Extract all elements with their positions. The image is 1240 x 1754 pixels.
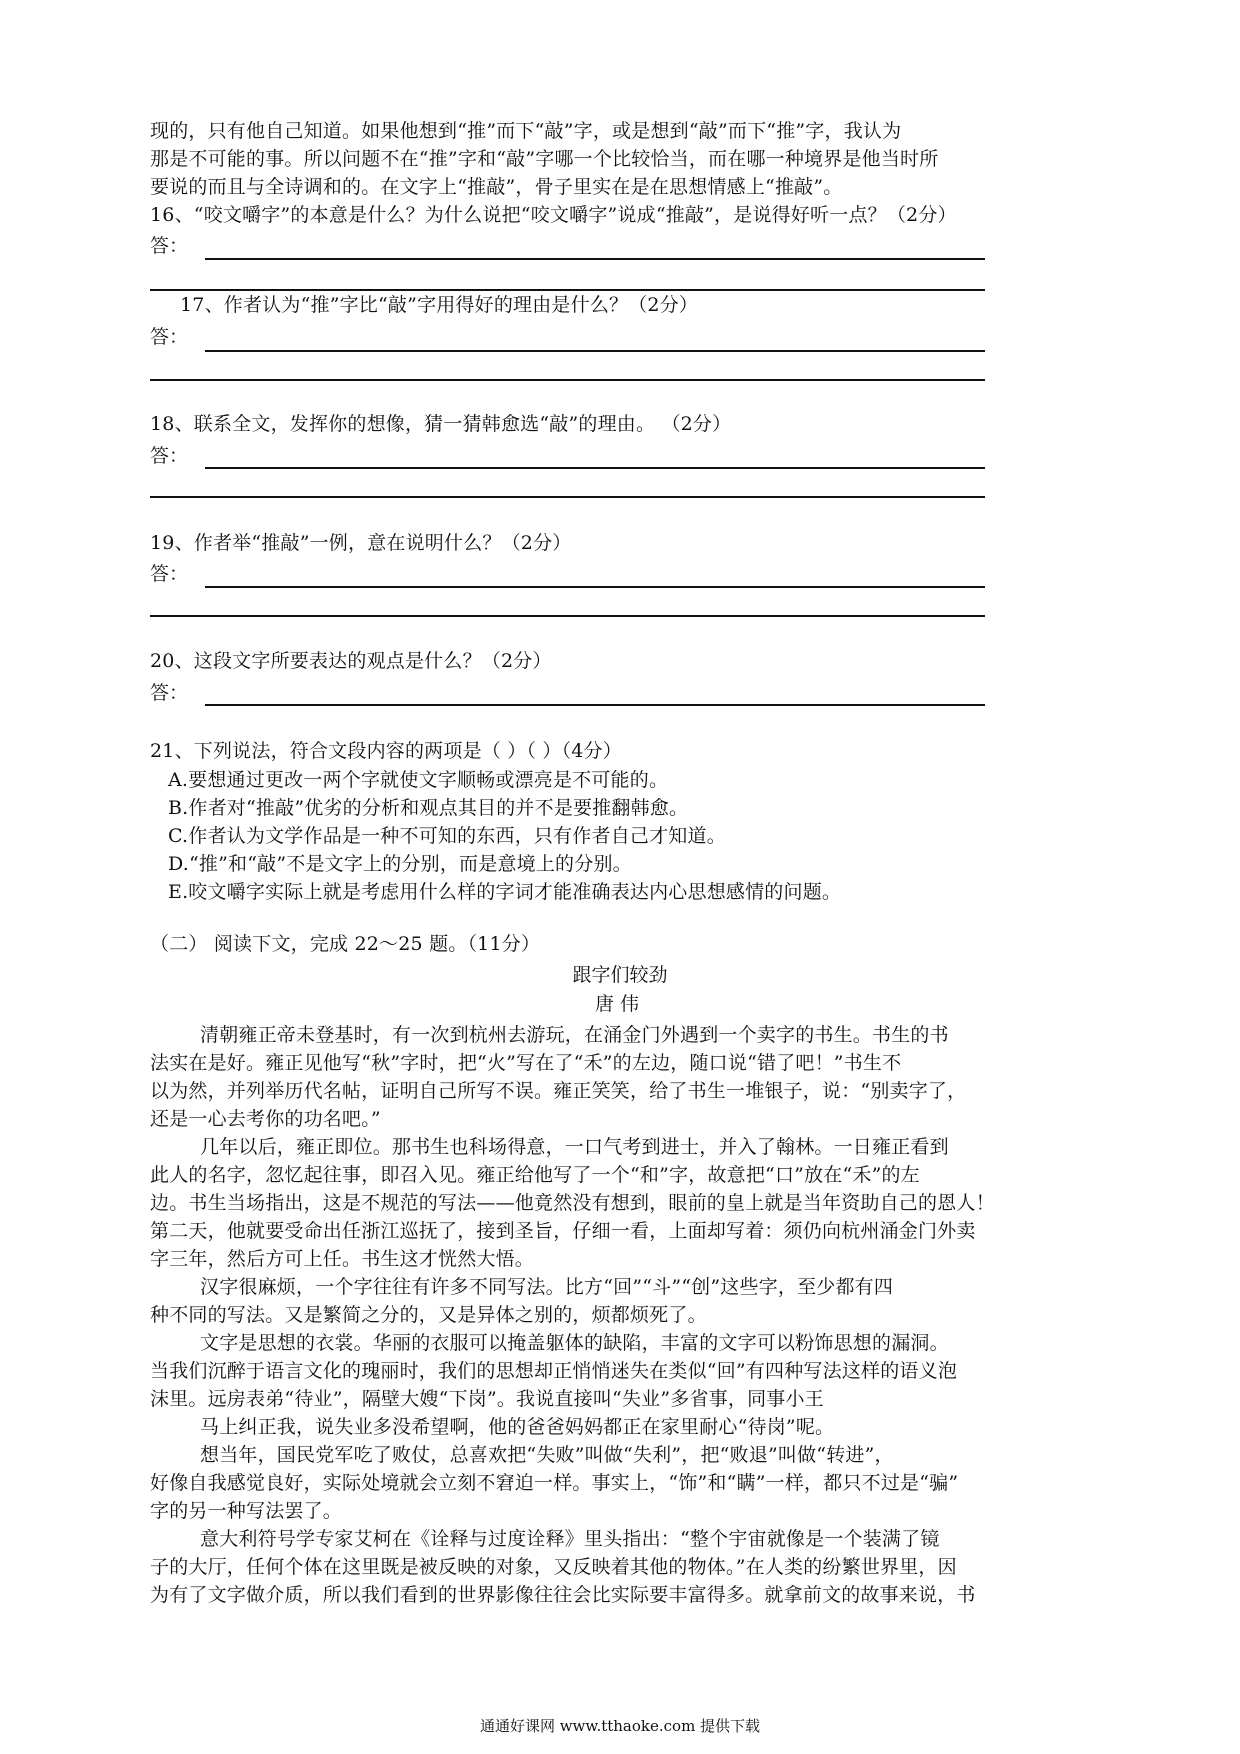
- article-line: 好像自我感觉良好，实际处境就会立刻不窘迫一样。事实上，“饰”和“瞒”一样，都只不过是“骗”: [150, 1472, 959, 1494]
- article-line: 几年以后，雍正即位。那书生也科场得意，一口气考到进士，并入了翰林。一日雍正看到: [200, 1136, 949, 1158]
- option-a: A.要想通过更改一两个字就使文字顺畅或漂亮是不可能的。: [168, 769, 669, 791]
- article-line: 意大利符号学专家艾柯在《诠释与过度诠释》里头指出：“整个宇宙就像是一个装满了镜: [200, 1528, 940, 1550]
- article-line: 文字是思想的衣裳。华丽的衣服可以掩盖躯体的缺陷，丰富的文字可以粉饰思想的漏洞。: [200, 1332, 949, 1354]
- answer-line[interactable]: [205, 350, 985, 352]
- article-line: 字的另一种写法罢了。: [150, 1500, 343, 1522]
- question-17: 17、作者认为“推”字比“敲”字用得好的理由是什么？（2分）: [180, 294, 699, 316]
- answer-line[interactable]: [205, 467, 985, 469]
- passage-line: 现的，只有他自己知道。如果他想到“推”而下“敲”字，或是想到“敲”而下“推”字，我认为: [150, 120, 902, 142]
- answer-line[interactable]: [150, 379, 985, 381]
- passage-line: 那是不可能的事。所以问题不在“推”字和“敲”字哪一个比较恰当，而在哪一种境界是他当时所: [150, 148, 939, 170]
- answer-line[interactable]: [205, 258, 985, 260]
- answer-label: 答：: [150, 235, 189, 257]
- section-heading: （二） 阅读下文，完成 22～25 题。（11分）: [150, 933, 541, 955]
- option-b: B.作者对“推敲”优劣的分析和观点其目的并不是要推翻韩愈。: [168, 797, 689, 819]
- question-21: 21、下列说法，符合文段内容的两项是（ ）（ ）（4分）: [150, 740, 622, 762]
- answer-label: 答：: [150, 682, 189, 704]
- answer-label: 答：: [150, 563, 189, 585]
- question-16: 16、“咬文嚼字”的本意是什么？为什么说把“咬文嚼字”说成“推敲”，是说得好听一点？（2分）: [150, 204, 957, 226]
- article-line: 种不同的写法。又是繁简之分的，又是异体之别的，烦都烦死了。: [150, 1304, 707, 1326]
- article-line: 还是一心去考你的功名吧。”: [150, 1108, 381, 1130]
- article-author: 唐伟: [594, 993, 645, 1015]
- answer-line[interactable]: [150, 496, 985, 498]
- article-line: 沫里。远房表弟“待业”，隔壁大嫂“下岗”。我说直接叫“失业”多省事，同事小王: [150, 1388, 824, 1410]
- answer-label: 答：: [150, 445, 189, 467]
- article-line: 第二天，他就要受命出任浙江巡抚了，接到圣旨，仔细一看，上面却写着：须仍向杭州涌金门外卖: [150, 1220, 976, 1242]
- article-line: 此人的名字，忽忆起往事，即召入见。雍正给他写了一个“和”字，故意把“口”放在“禾”的左: [150, 1164, 920, 1186]
- question-18: 18、联系全文，发挥你的想像，猜一猜韩愈选“敲”的理由。 （2分）: [150, 413, 732, 435]
- question-20: 20、这段文字所要表达的观点是什么？（2分）: [150, 650, 552, 672]
- question-19: 19、作者举“推敲”一例，意在说明什么？（2分）: [150, 532, 572, 554]
- passage-line: 要说的而且与全诗调和的。在文字上“推敲”，骨子里实在是在思想情感上“推敲”。: [150, 176, 843, 198]
- article-line: 子的大厅，任何个体在这里既是被反映的对象，又反映着其他的物体。”在人类的纷繁世界里，因: [150, 1556, 957, 1578]
- article-title: 跟字们较劲: [572, 964, 668, 986]
- article-line: 以为然，并列举历代名帖，证明自己所写不误。雍正笑笑，给了书生一堆银子，说：“别卖字了，: [150, 1080, 967, 1102]
- page-footer: 通通好课网 www.tthaoke.com 提供下载: [479, 1717, 761, 1735]
- option-e: E.咬文嚼字实际上就是考虑用什么样的字词才能准确表达内心思想感情的问题。: [168, 881, 842, 903]
- article-line: 汉字很麻烦，一个字往往有许多不同写法。比方“回”“斗”“创”这些字，至少都有四: [200, 1276, 894, 1298]
- article-line: 想当年，国民党军吃了败仗，总喜欢把“失败”叫做“失利”，把“败退”叫做“转进”，: [200, 1444, 894, 1466]
- article-line: 为有了文字做介质，所以我们看到的世界影像往往会比实际要丰富得多。就拿前文的故事来说，书: [150, 1584, 976, 1606]
- article-line: 边。书生当场指出，这是不规范的写法——他竟然没有想到，眼前的皇上就是当年资助自己的恩人！: [150, 1192, 995, 1214]
- option-d: D.“推”和“敲”不是文字上的分别，而是意境上的分别。: [168, 853, 632, 875]
- answer-line[interactable]: [205, 586, 985, 588]
- article-line: 当我们沉醉于语言文化的瑰丽时，我们的思想却正悄悄迷失在类似“回”有四种写法这样的语义泡: [150, 1360, 958, 1382]
- article-line: 清朝雍正帝未登基时，有一次到杭州去游玩，在涌金门外遇到一个卖字的书生。书生的书: [200, 1024, 949, 1046]
- answer-line[interactable]: [205, 704, 985, 706]
- option-c: C.作者认为文学作品是一种不可知的东西，只有作者自己才知道。: [168, 825, 726, 847]
- answer-line[interactable]: [150, 615, 985, 617]
- article-line: 法实在是好。雍正见他写“秋”字时，把“火”写在了“禾”的左边，随口说“错了吧！”书生不: [150, 1052, 902, 1074]
- answer-line[interactable]: [150, 289, 985, 291]
- article-line: 字三年，然后方可上任。书生这才恍然大悟。: [150, 1248, 535, 1270]
- answer-label: 答：: [150, 326, 189, 348]
- article-line: 马上纠正我，说失业多没希望啊，他的爸爸妈妈都正在家里耐心“待岗”呢。: [200, 1416, 835, 1438]
